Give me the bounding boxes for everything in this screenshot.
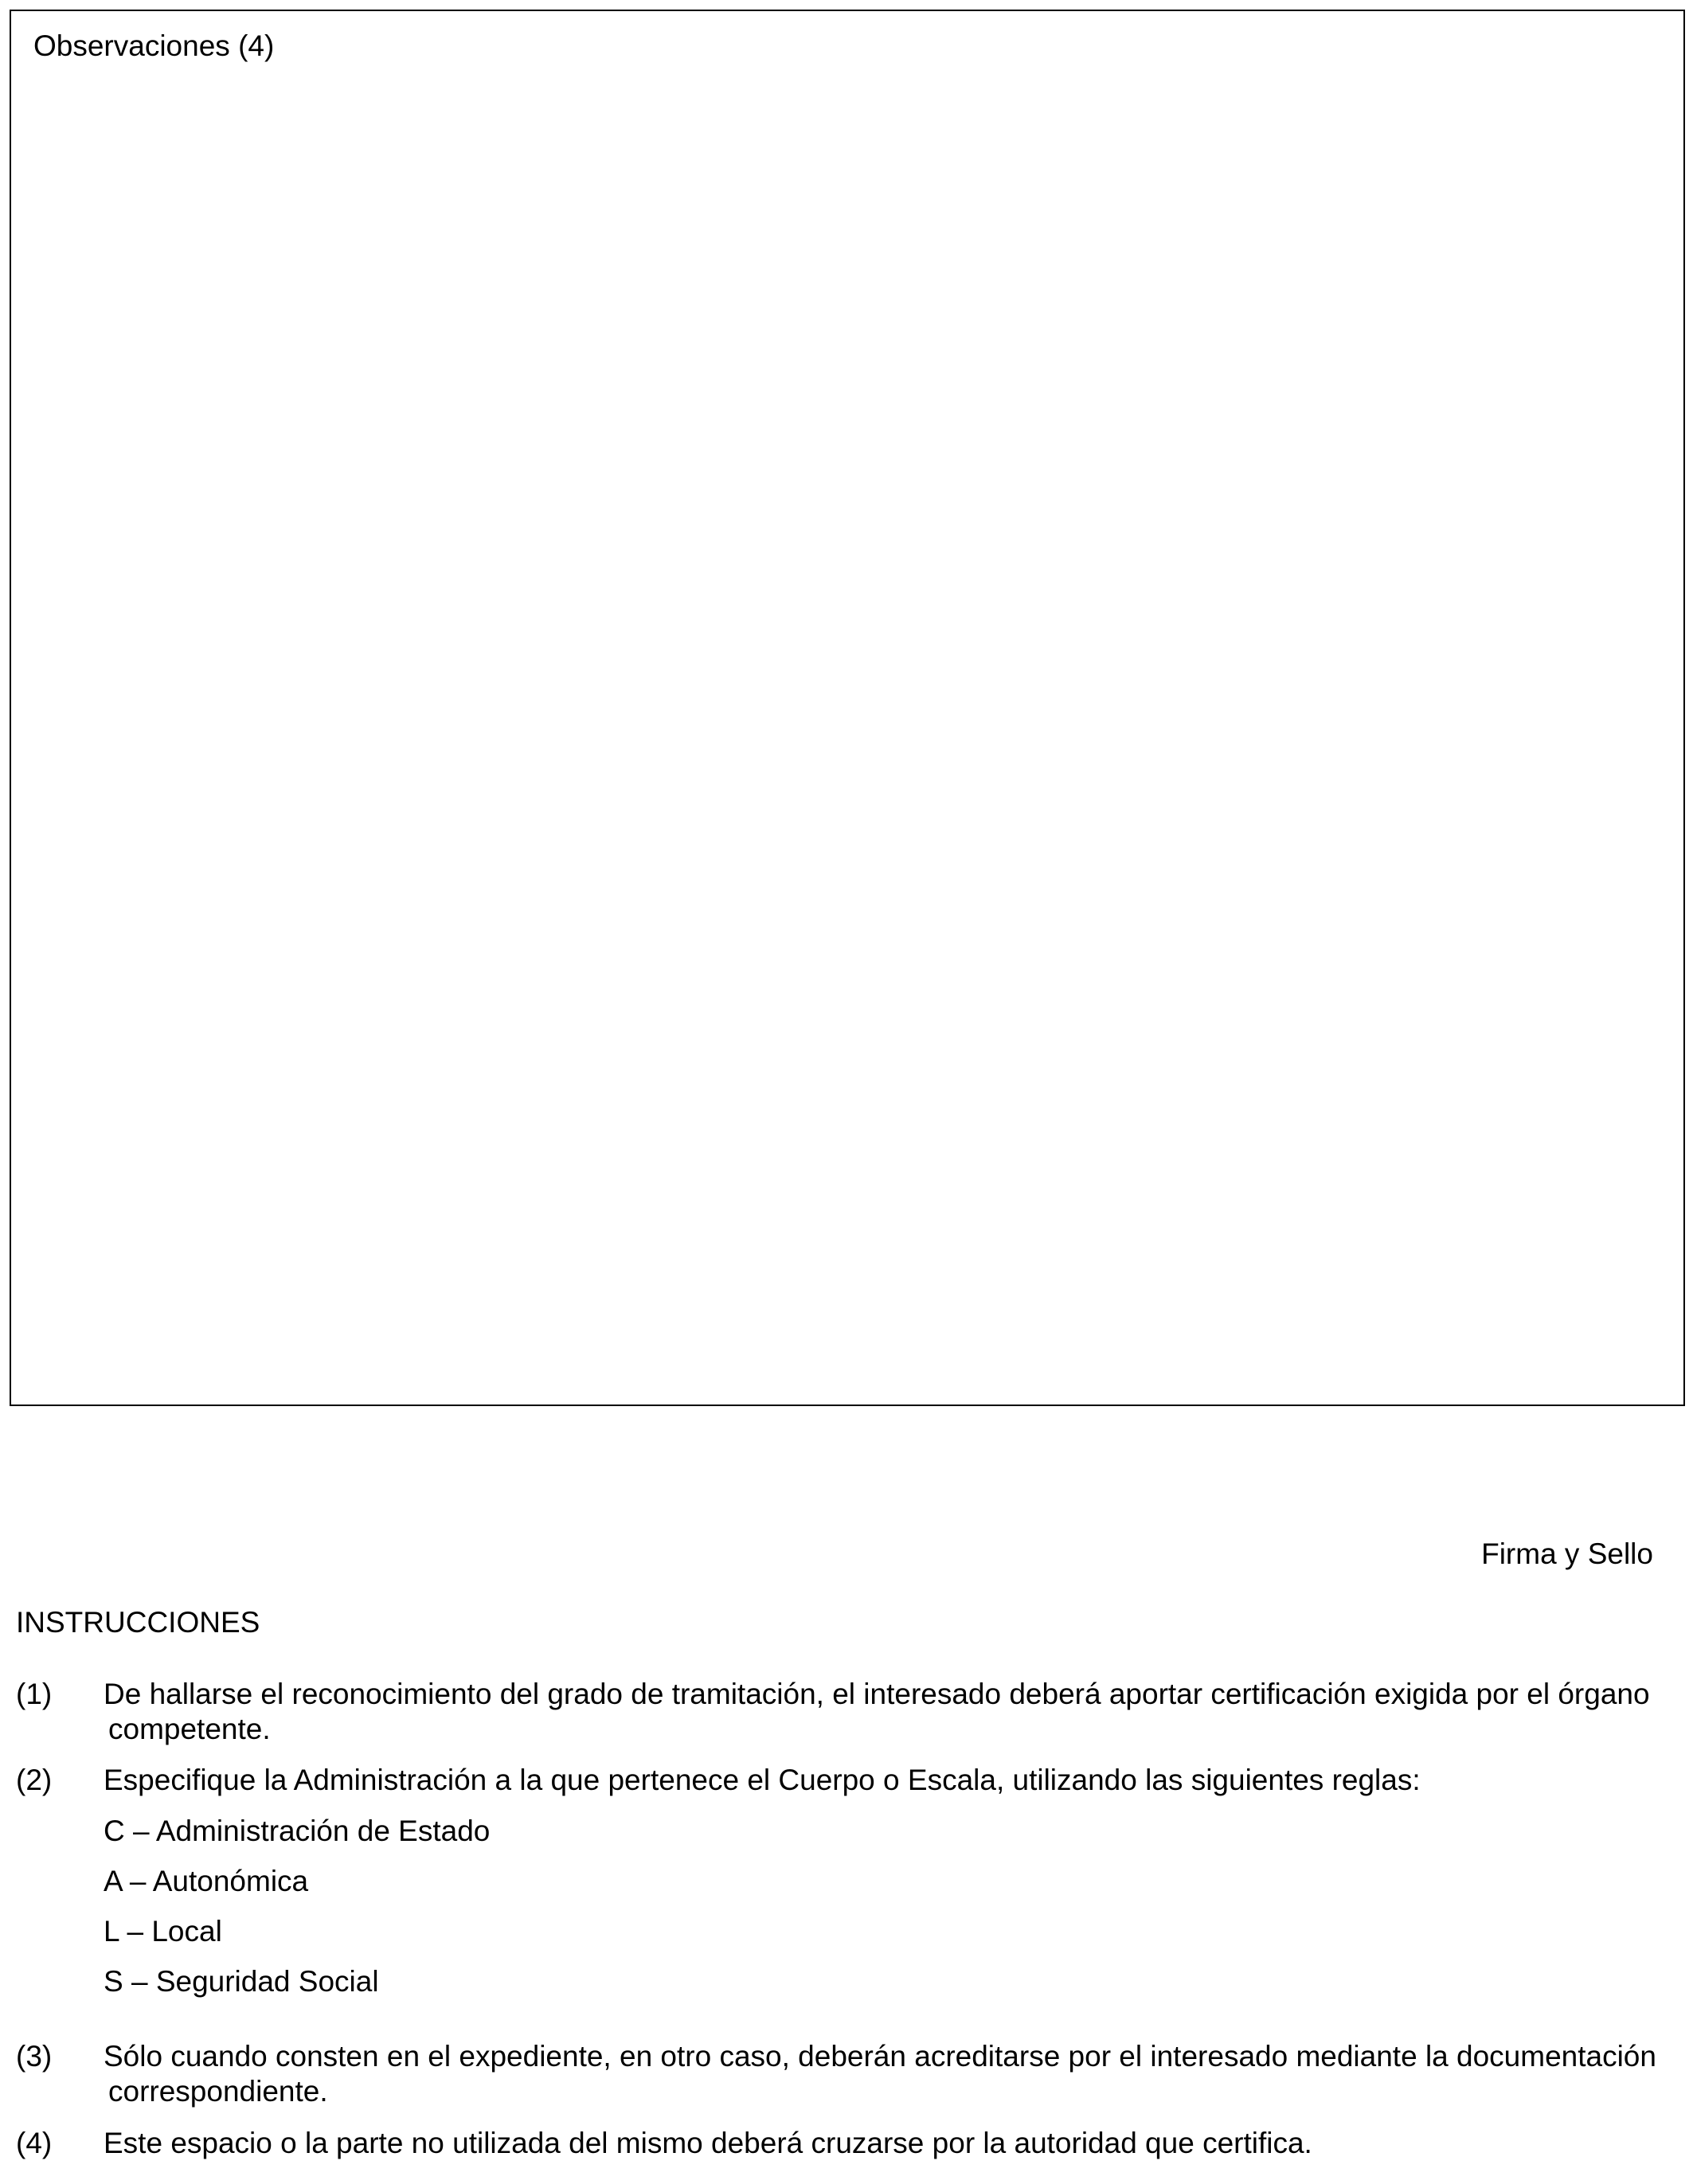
rule-item-local: L – Local: [104, 1915, 222, 1948]
note-number: (2): [16, 1764, 53, 1796]
observations-label: Observaciones (4): [33, 29, 275, 62]
note-text-line: Sólo cuando consten en el expediente, en otro caso, deberán acreditarse por el interesado mediante la documentación: [104, 2040, 1656, 2073]
note-number: (1): [16, 1678, 53, 1710]
instruction-note-2: [16, 1763, 1677, 2014]
note-text-line: Este espacio o la parte no utilizada del mismo deberá cruzarse por la autoridad que certifica.: [104, 2127, 1312, 2159]
note-text-line: Especifique la Administración a la que pertenece el Cuerpo o Escala, utilizando las siguientes reglas:: [104, 1764, 1421, 1796]
note-text-line: De hallarse el reconocimiento del grado de tramitación, el interesado deberá aportar certificación exigida por el órgano: [104, 1678, 1650, 1710]
note-text: [104, 2126, 1677, 2161]
note-text: [104, 1763, 1677, 1798]
note-number: (3): [16, 2040, 53, 2073]
note-text: [104, 1677, 1677, 1747]
note-text-continuation: competente.: [108, 1713, 271, 1745]
rule-item-autonomica: A – Autonómica: [104, 1865, 309, 1897]
rule-item-seguridad-social: S – Seguridad Social: [104, 1965, 379, 1998]
instruction-note-3: [16, 2039, 1677, 2109]
rule-item-estado: C – Administración de Estado: [104, 1815, 491, 1847]
administration-rules-list: [104, 1814, 1677, 2014]
observations-box[interactable]: [10, 10, 1685, 1406]
instruction-note-1: [16, 1677, 1677, 1747]
signature-label: Firma y Sello: [1481, 1537, 1653, 1570]
note-text-continuation: correspondiente.: [108, 2075, 328, 2108]
note-text: [104, 2039, 1677, 2109]
instructions-heading: INSTRUCCIONES: [16, 1606, 260, 1639]
instruction-note-4: [16, 2126, 1677, 2161]
note-number: (4): [16, 2127, 53, 2159]
